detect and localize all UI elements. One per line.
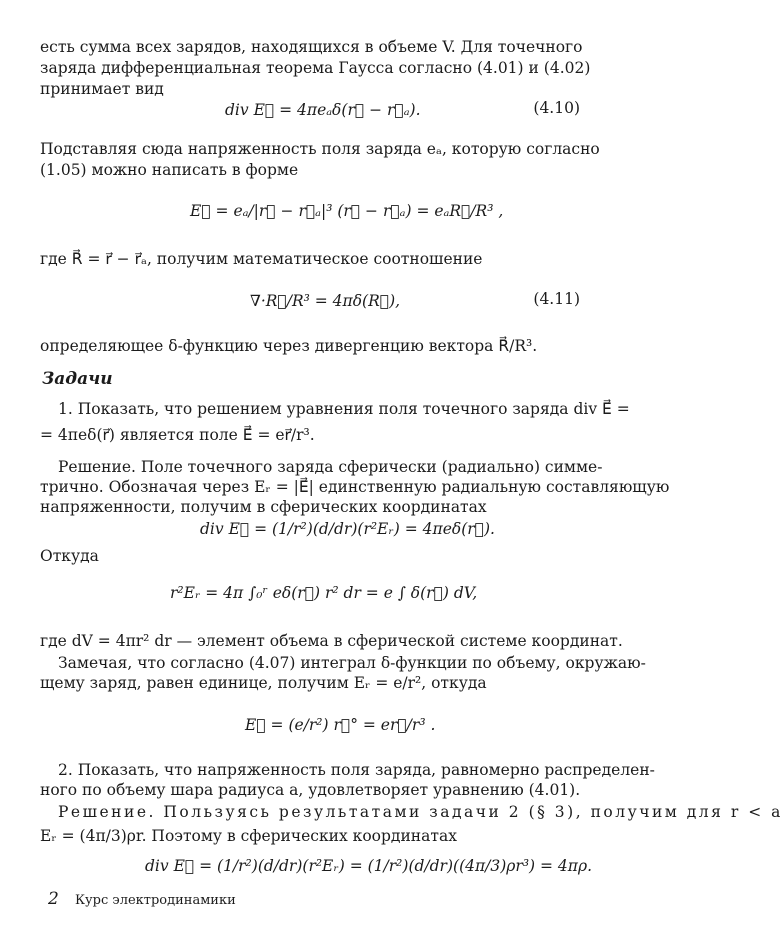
text-line-16: щему заряд, равен единице, получим Eᵣ = e/r², откуда: [40, 674, 487, 692]
text-line-20: Eᵣ = (4π/3)ρr. Поэтому в сферических координатах: [40, 827, 457, 845]
equation-div-rho: div E⃗ = (1/r²)(d/dr)(r²Eᵣ) = (1/r²)(d/dr)((4π/3)ρr³) = 4πρ.: [145, 857, 593, 875]
text-line-9: = 4πeδ(r⃗) является поле E⃗ = er⃗/r³.: [40, 426, 315, 444]
section-heading: Задачи: [42, 369, 113, 389]
equation-field: E⃗ = eₐ/|r⃗ − r⃗ₐ|³ (r⃗ − r⃗ₐ) = eₐR⃗/R³ ,: [190, 202, 504, 220]
text-line-18: ного по объему шара радиуса a, удовлетворяет уравнению (4.01).: [40, 781, 581, 799]
text-line-2: заряда дифференциальная теорема Гаусса согласно (4.01) и (4.02): [40, 59, 591, 77]
text-line-6: где R⃗ = r⃗ − r⃗ₐ, получим математическое соотношение: [40, 250, 483, 268]
text-line-19: Решение. Пользуясь результатами задачи 2 (§ 3), получим для r < a: [58, 803, 783, 821]
equation-div-er: div E⃗ = (1/r²)(d/dr)(r²Eᵣ) = 4πeδ(r⃗).: [200, 520, 495, 538]
text-line-11: трично. Обозначая через Eᵣ = |E⃗| единственную радиальную составляющую: [40, 478, 670, 496]
text-line-7: определяющее δ-функцию через дивергенцию вектора R⃗/R³.: [40, 337, 538, 355]
equation-number-4-10: (4.10): [533, 99, 580, 117]
text-line-1: есть сумма всех зарядов, находящихся в объеме V. Для точечного: [40, 38, 583, 56]
text-line-15: Замечая, что согласно (4.07) интеграл δ-функции по объему, окружаю-: [58, 654, 646, 672]
text-line-8: 1. Показать, что решением уравнения поля точечного заряда div E⃗ =: [58, 400, 630, 418]
text-line-12: напряженности, получим в сферических координатах: [40, 498, 487, 516]
text-line-17: 2. Показать, что напряженность поля заряда, равномерно распределен-: [58, 761, 655, 779]
text-line-13: Откуда: [40, 547, 99, 565]
text-line-5: (1.05) можно написать в форме: [40, 161, 299, 179]
text-line-14: где dV = 4πr² dr — элемент объема в сферической системе координат.: [40, 632, 623, 650]
text-line-3: принимает вид: [40, 80, 164, 98]
equation-number-4-11: (4.11): [533, 290, 580, 308]
equation-4-10: div E⃗ = 4πeₐδ(r⃗ − r⃗ₐ).: [225, 101, 421, 119]
running-footer-title: Курс электродинамики: [74, 893, 236, 908]
page-footer: [48, 889, 236, 909]
text-line-10: Решение. Поле точечного заряда сферически (радиально) симме-: [58, 458, 603, 476]
text-line-4: Подставляя сюда напряженность поля заряда eₐ, которую согласно: [40, 140, 600, 158]
equation-integral: r²Eᵣ = 4π ∫₀ʳ eδ(r⃗) r² dr = e ∫ δ(r⃗) dV,: [170, 584, 478, 602]
equation-4-11: ∇·R⃗/R³ = 4πδ(R⃗),: [250, 292, 401, 310]
page-number: 2: [48, 889, 59, 909]
equation-result: E⃗ = (e/r²) r⃗° = er⃗/r³ .: [245, 716, 436, 734]
